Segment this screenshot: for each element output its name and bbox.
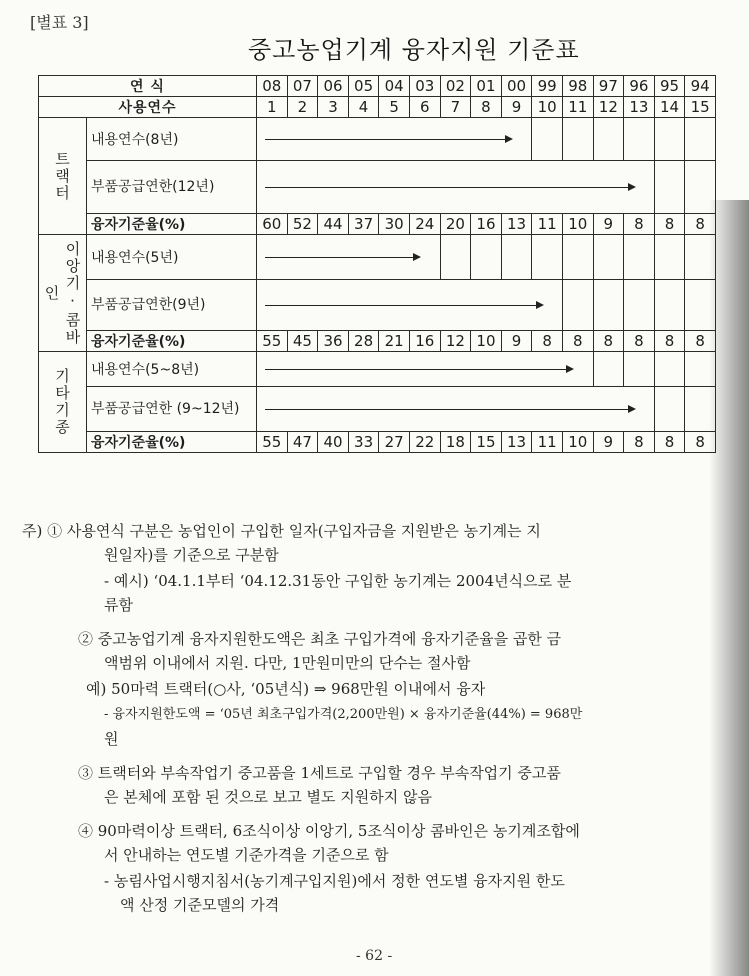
note-2-line-2: 액범위 이내에서 지원. 다만, 1만원미만의 단수는 절사함	[104, 654, 471, 672]
age-cell: 5	[379, 97, 410, 118]
year-cell: 95	[654, 76, 685, 97]
life-arrow-cell	[257, 352, 594, 387]
rate-cell: 10	[471, 331, 502, 352]
rate-cell: 37	[348, 214, 379, 235]
scan-shadow	[709, 200, 749, 976]
empty-cell	[593, 280, 624, 331]
machine-group-label: 기타기종	[39, 352, 87, 453]
rate-cell: 8	[685, 331, 716, 352]
age-cell: 4	[348, 97, 379, 118]
note-3-line-2: 은 본체에 포함 된 것으로 보고 별도 지원하지 않음	[104, 788, 432, 806]
empty-cell	[685, 118, 716, 161]
parts-arrow	[265, 305, 542, 306]
rate-cell: 20	[440, 214, 471, 235]
note-2-formula-cont: 원	[104, 730, 119, 748]
support-criteria-table	[38, 75, 716, 453]
age-cell: 8	[471, 97, 502, 118]
rate-cell: 30	[379, 214, 410, 235]
age-header: 사용연수	[39, 97, 257, 118]
rate-cell: 52	[287, 214, 318, 235]
age-cell: 14	[654, 97, 685, 118]
rate-cell: 33	[348, 432, 379, 453]
age-cell: 3	[318, 97, 349, 118]
life-arrow	[265, 139, 511, 140]
note-4-line-2: 서 안내하는 연도별 기준가격을 기준으로 함	[104, 846, 389, 864]
rate-cell: 11	[532, 432, 563, 453]
age-cell: 6	[409, 97, 440, 118]
empty-cell	[440, 235, 471, 280]
year-cell: 07	[287, 76, 318, 97]
life-label: 내용연수(5~8년)	[87, 352, 257, 387]
empty-cell	[654, 387, 685, 432]
parts-arrow-cell	[257, 387, 655, 432]
rate-cell: 8	[654, 331, 685, 352]
rate-cell: 28	[348, 331, 379, 352]
note-1-line-2: 원일자)를 기준으로 구분함	[104, 546, 279, 564]
rate-cell: 60	[257, 214, 288, 235]
rate-cell: 55	[257, 432, 288, 453]
rate-cell: 8	[593, 331, 624, 352]
year-cell: 00	[501, 76, 532, 97]
table-label: [별표 3]	[30, 13, 89, 32]
note-2-formula: - 융자지원한도액 = ‘05년 최초구입가격(2,200만원) × 융자기준율(44%) = 968만	[104, 707, 583, 722]
rate-cell: 16	[471, 214, 502, 235]
empty-cell	[471, 235, 502, 280]
rate-cell: 8	[562, 331, 593, 352]
rate-cell: 40	[318, 432, 349, 453]
rate-cell: 55	[257, 331, 288, 352]
rate-cell: 44	[318, 214, 349, 235]
parts-label: 부품공급연한 (9~12년)	[87, 387, 257, 432]
parts-arrow-cell	[257, 161, 655, 214]
life-arrow	[265, 257, 419, 258]
rate-cell: 47	[287, 432, 318, 453]
rate-cell: 27	[379, 432, 410, 453]
rate-cell: 13	[501, 214, 532, 235]
note-4-sub-1: - 농림사업시행지침서(농기계구입지원)에서 정한 연도별 융자지원 한도	[104, 872, 565, 890]
rate-cell: 21	[379, 331, 410, 352]
rate-cell: 8	[624, 331, 655, 352]
rate-cell: 13	[501, 432, 532, 453]
machine-group-label: 이앙기·콤바인	[39, 235, 87, 352]
page-number: - 62 -	[356, 948, 393, 964]
empty-cell	[654, 161, 685, 214]
year-cell: 97	[593, 76, 624, 97]
age-cell: 9	[501, 97, 532, 118]
rate-cell: 11	[532, 214, 563, 235]
life-row	[39, 352, 716, 387]
age-cell: 11	[562, 97, 593, 118]
age-cell: 10	[532, 97, 563, 118]
empty-cell	[593, 352, 624, 387]
rate-cell: 18	[440, 432, 471, 453]
rate-cell: 16	[409, 331, 440, 352]
year-cell: 03	[409, 76, 440, 97]
empty-cell	[624, 280, 655, 331]
note-2-example: 예) 50마력 트랙터(○사, ‘05년식) ⇒ 968만원 이내에서 융자	[86, 680, 486, 698]
parts-arrow-cell	[257, 280, 563, 331]
year-cell: 01	[471, 76, 502, 97]
empty-cell	[593, 235, 624, 280]
parts-row	[39, 280, 716, 331]
note-4-line-1: ④ 90마력이상 트랙터, 6조식이상 이앙기, 5조식이상 콤바인은 농기계조합에	[78, 822, 580, 840]
note-2-line-1: ② 중고농업기계 융자지원한도액은 최초 구입가격에 융자기준율을 곱한 금	[78, 630, 562, 648]
rate-cell: 15	[471, 432, 502, 453]
age-cell: 7	[440, 97, 471, 118]
life-arrow-cell	[257, 118, 532, 161]
rate-cell: 9	[501, 331, 532, 352]
age-row	[39, 97, 716, 118]
parts-row	[39, 161, 716, 214]
life-row	[39, 118, 716, 161]
empty-cell	[562, 280, 593, 331]
life-label: 내용연수(5년)	[87, 235, 257, 280]
life-arrow	[265, 369, 572, 370]
empty-cell	[624, 235, 655, 280]
year-cell: 98	[562, 76, 593, 97]
empty-cell	[654, 352, 685, 387]
year-cell: 94	[685, 76, 716, 97]
empty-cell	[501, 235, 532, 280]
age-cell: 2	[287, 97, 318, 118]
rate-row	[39, 432, 716, 453]
empty-cell	[654, 280, 685, 331]
life-label: 내용연수(8년)	[87, 118, 257, 161]
rate-row	[39, 331, 716, 352]
rate-label: 융자기준율(%)	[87, 432, 257, 453]
rate-cell: 45	[287, 331, 318, 352]
year-row	[39, 76, 716, 97]
rate-cell: 9	[593, 214, 624, 235]
rate-cell: 8	[624, 432, 655, 453]
parts-row	[39, 387, 716, 432]
rate-label: 융자기준율(%)	[87, 331, 257, 352]
parts-label: 부품공급연한(12년)	[87, 161, 257, 214]
rate-cell: 24	[409, 214, 440, 235]
age-cell: 12	[593, 97, 624, 118]
empty-cell	[562, 235, 593, 280]
note-3-line-1: ③ 트랙터와 부속작업기 중고품을 1세트로 구입할 경우 부속작업기 중고품	[78, 764, 561, 782]
rate-label: 융자기준율(%)	[87, 214, 257, 235]
age-cell: 1	[257, 97, 288, 118]
age-cell: 13	[624, 97, 655, 118]
rate-row	[39, 214, 716, 235]
life-arrow-cell	[257, 235, 441, 280]
empty-cell	[654, 235, 685, 280]
rate-cell: 22	[409, 432, 440, 453]
page-title: 중고농업기계 융자지원 기준표	[248, 36, 580, 64]
rate-cell: 9	[593, 432, 624, 453]
life-row	[39, 235, 716, 280]
year-cell: 06	[318, 76, 349, 97]
rate-cell: 10	[562, 432, 593, 453]
note-1-example: - 예시) ‘04.1.1부터 ‘04.12.31동안 구입한 농기계는 2004년식으로 분	[104, 572, 572, 590]
rate-cell: 8	[624, 214, 655, 235]
rate-cell: 36	[318, 331, 349, 352]
age-cell: 15	[685, 97, 716, 118]
rate-cell: 8	[685, 432, 716, 453]
empty-cell	[624, 118, 655, 161]
year-header: 연 식	[39, 76, 257, 97]
empty-cell	[593, 118, 624, 161]
machine-group-label: 트랙터	[39, 118, 87, 235]
year-cell: 99	[532, 76, 563, 97]
rate-cell: 8	[654, 432, 685, 453]
rate-cell: 10	[562, 214, 593, 235]
note-1-line-1: 주) ① 사용연식 구분은 농업인이 구입한 일자(구입자금을 지원받은 농기계는 지	[22, 522, 541, 540]
empty-cell	[654, 118, 685, 161]
parts-arrow	[265, 187, 634, 188]
year-cell: 02	[440, 76, 471, 97]
rate-cell: 8	[532, 331, 563, 352]
rate-cell: 8	[685, 214, 716, 235]
parts-label: 부품공급연한(9년)	[87, 280, 257, 331]
empty-cell	[532, 235, 563, 280]
year-cell: 96	[624, 76, 655, 97]
year-cell: 04	[379, 76, 410, 97]
year-cell: 05	[348, 76, 379, 97]
rate-cell: 8	[654, 214, 685, 235]
empty-cell	[624, 352, 655, 387]
note-1-example-cont: 류함	[104, 596, 133, 614]
rate-cell: 12	[440, 331, 471, 352]
empty-cell	[532, 118, 563, 161]
empty-cell	[562, 118, 593, 161]
year-cell: 08	[257, 76, 288, 97]
note-4-sub-2: 액 산정 기준모델의 가격	[120, 896, 280, 914]
parts-arrow	[265, 409, 634, 410]
